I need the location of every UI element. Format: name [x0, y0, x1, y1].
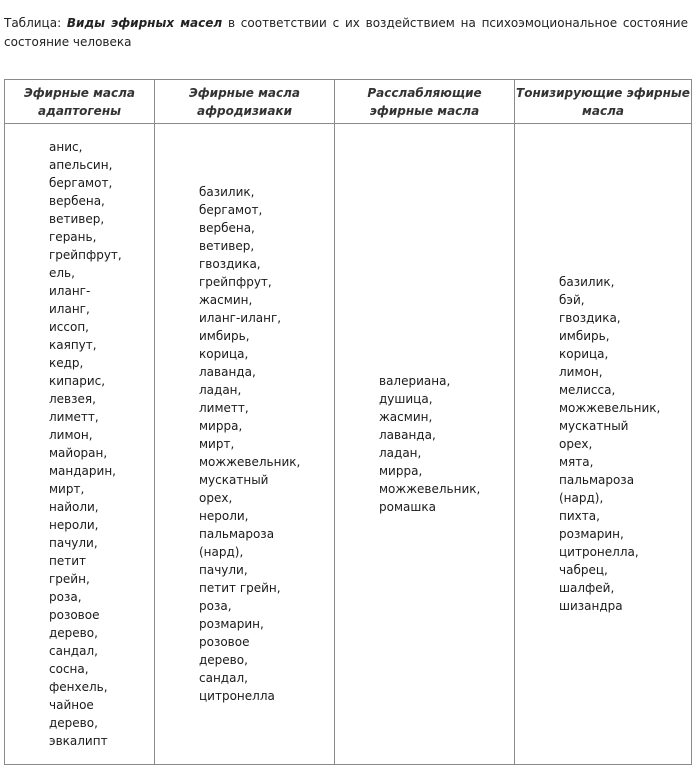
oil-item: нероли, [199, 509, 249, 523]
oil-item: жасмин, [379, 410, 433, 424]
oil-item: мирра, [379, 464, 423, 478]
oil-item: роза, [199, 599, 232, 613]
oil-item: цитронелла, [559, 545, 639, 559]
oil-item: пачули, [49, 536, 98, 550]
oil-item: орех, [199, 491, 233, 505]
header-relaxing: Расслабляющие эфирные масла [367, 86, 482, 118]
oil-item: лимон, [49, 428, 93, 442]
oil-item: иланг- [49, 284, 91, 298]
header-aphrodisiacs: Эфирные масла афродизиаки [188, 86, 301, 118]
oil-item: ромашка [379, 500, 436, 514]
oil-item: пальмароза [199, 527, 275, 541]
oil-item: лиметт, [49, 410, 99, 424]
oil-item: имбирь, [199, 329, 250, 343]
oil-item: душица, [379, 392, 433, 406]
oil-item: гвоздика, [199, 257, 261, 271]
oil-item: майоран, [49, 446, 108, 460]
column-aphrodisiacs [199, 183, 300, 705]
oil-item: мирт, [199, 437, 235, 451]
oil-item: лиметт, [199, 401, 249, 415]
column-tonic [559, 273, 660, 615]
oil-item: анис, [49, 140, 83, 154]
oil-item: можжевельник, [199, 455, 301, 469]
oil-item: грейпфрут, [49, 248, 122, 262]
oil-item: лаванда, [379, 428, 436, 442]
oil-item: (нард), [559, 491, 604, 505]
caption-prefix: Таблица: [4, 16, 67, 30]
oil-item: кедр, [49, 356, 84, 370]
oil-item: имбирь, [559, 329, 610, 343]
oil-item: розмарин, [559, 527, 624, 541]
oil-item: розмарин, [199, 617, 264, 631]
oil-item: найоли, [49, 500, 99, 514]
oil-item: грейн, [49, 572, 90, 586]
oil-item: ветивер, [49, 212, 105, 226]
oil-item: корица, [199, 347, 249, 361]
oil-item: ель, [49, 266, 75, 280]
oil-item: ветивер, [199, 239, 255, 253]
oil-item: корица, [559, 347, 609, 361]
oil-item: сандал, [199, 671, 248, 685]
oil-item: мята, [559, 455, 594, 469]
oil-item: роза, [49, 590, 82, 604]
oil-item: розовое [49, 608, 100, 622]
column-divider [154, 80, 155, 764]
oil-item: бэй, [559, 293, 585, 307]
column-relaxing [379, 372, 480, 516]
header-adaptogens: Эфирные масла адаптогены [23, 86, 136, 118]
oil-item: мирт, [49, 482, 85, 496]
column-adaptogens [49, 138, 122, 750]
oil-item: мелисса, [559, 383, 616, 397]
oil-item: мускатный [559, 419, 629, 433]
oil-item: бергамот, [49, 176, 113, 190]
oil-item: дерево, [49, 626, 98, 640]
oil-item: нероли, [49, 518, 99, 532]
oil-item: кипарис, [49, 374, 106, 388]
oil-item: ладан, [379, 446, 422, 460]
oil-item: розовое [199, 635, 250, 649]
oil-item: дерево, [49, 716, 98, 730]
table-caption [4, 14, 688, 52]
caption-title: Виды эфирных масел [66, 16, 223, 30]
oil-item: валериана, [379, 374, 451, 388]
oil-item: лимон, [559, 365, 603, 379]
oil-item: чайное [49, 698, 94, 712]
oil-item: мирра, [199, 419, 243, 433]
oil-item: каяпут, [49, 338, 97, 352]
oil-item: вербена, [49, 194, 105, 208]
column-divider [334, 80, 335, 764]
oil-item: петит [49, 554, 87, 568]
oil-item: вербена, [199, 221, 255, 235]
oil-item: можжевельник, [559, 401, 661, 415]
oil-item: иланг, [49, 302, 90, 316]
oil-item: базилик, [199, 185, 255, 199]
oil-item: сандал, [49, 644, 98, 658]
header-divider [5, 123, 691, 124]
oil-item: левзея, [49, 392, 96, 406]
oil-item: чабрец, [559, 563, 608, 577]
oil-item: шалфей, [559, 581, 615, 595]
oil-item: апельсин, [49, 158, 113, 172]
oil-item: ладан, [199, 383, 242, 397]
oil-item: жасмин, [199, 293, 253, 307]
oil-item: можжевельник, [379, 482, 481, 496]
oil-item: пачули, [199, 563, 248, 577]
oil-item: (нард), [199, 545, 244, 559]
oil-item: грейпфрут, [199, 275, 272, 289]
oil-item: гвоздика, [559, 311, 621, 325]
oil-item: базилик, [559, 275, 615, 289]
oil-item: герань, [49, 230, 97, 244]
oils-table [4, 79, 692, 765]
oil-item: бергамот, [199, 203, 263, 217]
oil-item: мускатный [199, 473, 269, 487]
oil-item: орех, [559, 437, 593, 451]
caption-text: в соответствии с их воздействием на психоэмоциональное состояние состояние человека [4, 16, 688, 49]
oil-item: лаванда, [199, 365, 256, 379]
oil-item: иланг-иланг, [199, 311, 282, 325]
oil-item: дерево, [199, 653, 248, 667]
oil-item: пихта, [559, 509, 600, 523]
oil-item: мандарин, [49, 464, 116, 478]
oil-item: фенхель, [49, 680, 108, 694]
oil-item: эвкалипт [49, 734, 108, 748]
oil-item: петит грейн, [199, 581, 281, 595]
oil-item: цитронелла [199, 689, 275, 703]
header-tonic: Тонизирующие эфирные масла [516, 86, 690, 118]
oil-item: шизандра [559, 599, 623, 613]
oil-item: пальмароза [559, 473, 635, 487]
oil-item: сосна, [49, 662, 89, 676]
column-divider [514, 80, 515, 764]
oil-item: иссоп, [49, 320, 89, 334]
